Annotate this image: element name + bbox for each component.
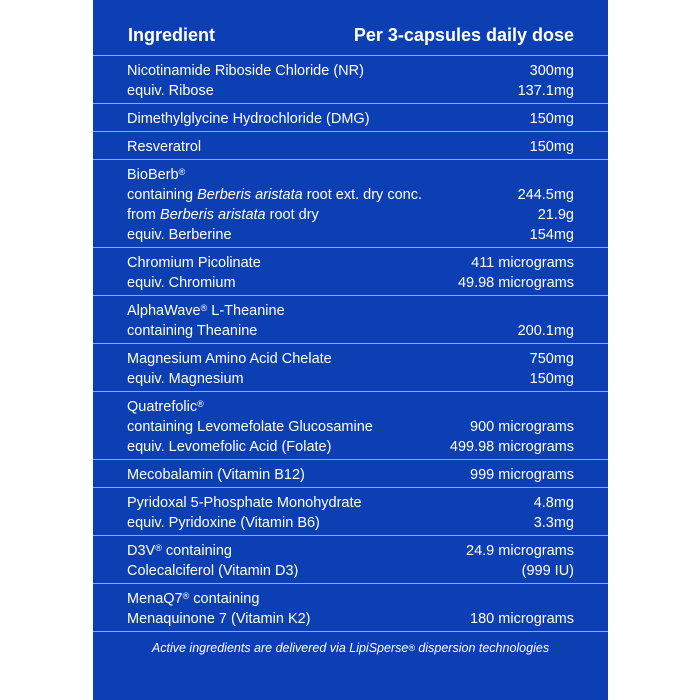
text-segment: root ext. dry conc. — [302, 187, 422, 203]
ingredient-line — [93, 417, 608, 437]
registered-mark: ® — [178, 167, 186, 177]
text-segment: containing Theanine — [127, 323, 258, 339]
dose-value: 150mg — [529, 371, 574, 387]
text-segment: Resveratrol — [127, 139, 202, 155]
ingredient-row — [93, 487, 608, 535]
ingredient-name — [127, 253, 261, 273]
text-segment: Pyridoxal 5-Phosphate Monohydrate — [127, 495, 362, 511]
dose-value: 750mg — [529, 351, 574, 367]
ingredient-line — [93, 205, 608, 225]
ingredient-line — [93, 321, 608, 341]
dose-value: 4.8mg — [533, 495, 574, 511]
footer-note — [93, 641, 608, 655]
text-segment: Chromium Picolinate — [127, 255, 261, 271]
ingredient-line — [93, 225, 608, 245]
dose-value: 24.9 micrograms — [466, 543, 574, 559]
ingredient-row — [93, 247, 608, 295]
ingredient-name — [127, 165, 185, 185]
ingredient-name — [127, 349, 332, 369]
ingredient-name — [127, 465, 305, 485]
ingredient-name — [127, 205, 319, 225]
text-segment: from — [127, 207, 161, 223]
ingredient-row — [93, 55, 608, 103]
ingredient-line — [93, 493, 608, 513]
dose-value: 150mg — [529, 111, 574, 127]
ingredient-row — [93, 103, 608, 131]
ingredient-line — [93, 349, 608, 369]
text-segment: equiv. Pyridoxine (Vitamin B6) — [127, 515, 320, 531]
dose-value: 137.1mg — [517, 83, 574, 99]
table-bottom-divider — [93, 631, 608, 632]
ingredient-line — [93, 513, 608, 533]
ingredient-row — [93, 391, 608, 459]
ingredient-line — [93, 253, 608, 273]
dose-value: 180 micrograms — [470, 611, 574, 627]
ingredient-name — [127, 437, 331, 457]
ingredient-name — [127, 513, 320, 533]
ingredient-line — [93, 541, 608, 561]
ingredient-name — [127, 61, 364, 81]
ingredient-row — [93, 295, 608, 343]
ingredient-row — [93, 131, 608, 159]
text-segment: MenaQ7 — [127, 591, 183, 607]
ingredient-name — [127, 397, 204, 417]
dose-value: 499.98 micrograms — [449, 439, 574, 455]
ingredient-name — [127, 185, 422, 205]
ingredient-name — [127, 137, 201, 157]
text-segment: containing — [189, 591, 260, 607]
dose-value: 900 micrograms — [470, 419, 574, 435]
text-segment: AlphaWave — [127, 303, 201, 319]
text-segment: Colecalciferol (Vitamin D3) — [127, 563, 299, 579]
ingredient-row — [93, 583, 608, 631]
text-segment: BioBerb — [127, 167, 179, 183]
text-segment: equiv. Chromium — [127, 275, 236, 291]
text-segment: Dimethylglycine Hydrochloride (DMG) — [127, 111, 370, 127]
dose-value: 300mg — [529, 63, 574, 79]
table-header — [93, 22, 608, 52]
ingredient-name — [127, 301, 285, 321]
ingredient-column-header: Ingredient — [128, 25, 216, 45]
ingredient-row — [93, 343, 608, 391]
dose-value: 200.1mg — [517, 323, 574, 339]
ingredient-line — [93, 609, 608, 629]
supplement-facts-panel — [93, 0, 608, 700]
ingredient-line — [93, 137, 608, 157]
ingredient-row — [93, 459, 608, 487]
dose-value: 244.5mg — [517, 187, 574, 203]
text-segment: containing — [161, 543, 232, 559]
ingredient-line — [93, 437, 608, 457]
ingredient-name — [127, 589, 259, 609]
ingredient-line — [93, 561, 608, 581]
ingredient-name — [127, 493, 362, 513]
ingredient-name — [127, 225, 232, 245]
ingredient-line — [93, 369, 608, 389]
registered-mark: ® — [200, 303, 208, 313]
ingredient-name — [127, 561, 298, 581]
text-segment: equiv. Berberine — [127, 227, 232, 243]
ingredient-line — [93, 589, 608, 609]
dose-value: 3.3mg — [533, 515, 574, 531]
ingredient-name — [127, 417, 373, 437]
registered-mark: ® — [197, 399, 204, 409]
registered-mark: ® — [182, 591, 190, 601]
ingredient-name — [127, 273, 236, 293]
ingredient-name — [127, 609, 311, 629]
dose-value: 49.98 micrograms — [457, 275, 574, 291]
text-segment: containing Levomefolate Glucosamine — [127, 419, 373, 435]
ingredient-line — [93, 397, 608, 417]
text-segment: dispersion technologies — [414, 641, 550, 655]
ingredient-name — [127, 541, 232, 561]
latin-name: Berberis aristata — [197, 187, 303, 203]
text-segment: Quatrefolic — [127, 399, 198, 415]
latin-name: Berberis aristata — [160, 207, 266, 223]
ingredient-name — [127, 109, 370, 129]
registered-mark: ® — [155, 543, 162, 553]
ingredient-row — [93, 159, 608, 247]
text-segment: D3V — [127, 543, 156, 559]
text-segment: Active ingredients are delivered via LipiSperse — [151, 641, 409, 655]
text-segment: L-Theanine — [207, 303, 285, 319]
ingredient-row — [93, 535, 608, 583]
ingredient-name — [127, 81, 214, 101]
text-segment: equiv. Ribose — [127, 83, 214, 99]
text-segment: root dry — [265, 207, 319, 223]
text-segment: Magnesium Amino Acid Chelate — [127, 351, 332, 367]
ingredient-name — [127, 321, 257, 341]
dose-value: 411 micrograms — [471, 255, 574, 271]
dose-column-header: Per 3-capsules daily dose — [353, 25, 574, 45]
ingredient-line — [93, 273, 608, 293]
text-segment: Menaquinone 7 (Vitamin K2) — [127, 611, 311, 627]
ingredient-line — [93, 465, 608, 485]
dose-value: (999 IU) — [521, 563, 574, 579]
registered-mark: ® — [408, 643, 415, 653]
ingredient-line — [93, 185, 608, 205]
dose-value: 21.9g — [537, 207, 574, 223]
ingredient-name — [127, 369, 244, 389]
ingredient-line — [93, 301, 608, 321]
ingredient-line — [93, 61, 608, 81]
dose-value: 150mg — [529, 139, 574, 155]
text-segment: equiv. Levomefolic Acid (Folate) — [127, 439, 332, 455]
text-segment: Mecobalamin (Vitamin B12) — [127, 467, 305, 483]
dose-value: 999 micrograms — [470, 467, 574, 483]
ingredient-line — [93, 165, 608, 185]
ingredient-line — [93, 81, 608, 101]
text-segment: Nicotinamide Riboside Chloride (NR) — [127, 63, 364, 79]
dose-value: 154mg — [529, 227, 574, 243]
ingredient-line — [93, 109, 608, 129]
text-segment: containing — [127, 187, 198, 203]
text-segment: equiv. Magnesium — [127, 371, 244, 387]
